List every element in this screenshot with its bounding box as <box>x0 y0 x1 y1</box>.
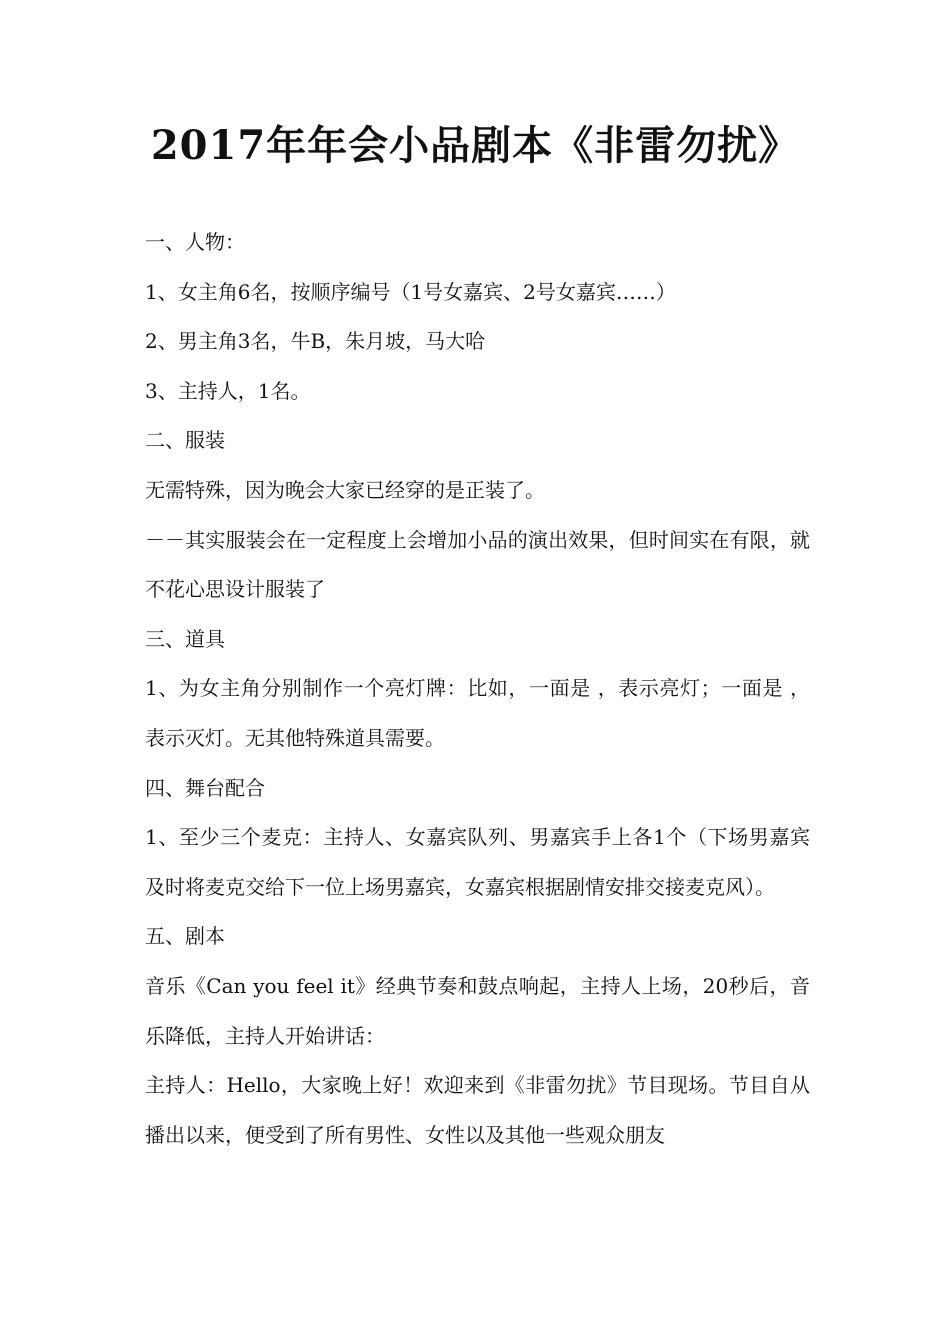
section-heading-characters: 一、人物： <box>145 230 245 254</box>
section-heading-script: 五、剧本 <box>145 924 225 949</box>
paragraph-host: 3、主持人，1名。 <box>145 378 311 403</box>
document-body <box>145 218 810 1160</box>
paragraph-props: 1、为女主角分别制作一个亮灯牌：比如，一面是 ，表示亮灯；一面是 ，表示灭灯。无其他特殊道具需要。 <box>145 676 810 750</box>
document-title: 2017年年会小品剧本《非雷勿扰》 <box>150 122 800 169</box>
paragraph-host-dialogue: 主持人：Hello，大家晚上好！欢迎来到《非雷勿扰》节目现场。节目自从播出以来，便受到了所有男性、女性以及其他一些观众朋友 <box>145 1073 810 1147</box>
paragraph-microphones: 1、至少三个麦克：主持人、女嘉宾队列、男嘉宾手上各1个（下场男嘉宾及时将麦克交给下一位上场男嘉宾，女嘉宾根据剧情安排交接麦克风）。 <box>145 825 810 899</box>
paragraph-female-leads: 1、女主角6名，按顺序编号（1号女嘉宾、2号女嘉宾……） <box>145 279 676 304</box>
paragraph-music-intro: 音乐《Can you feel it》经典节奏和鼓点响起，主持人上场，20秒后，音乐降低，主持人开始讲话： <box>145 973 810 1048</box>
paragraph-costume-note: 无需特殊，因为晚会大家已经穿的是正装了。 <box>145 477 545 502</box>
section-heading-costume: 二、服装 <box>145 428 225 453</box>
section-heading-props: 三、道具 <box>145 626 225 651</box>
section-heading-stage: 四、舞台配合 <box>145 775 265 800</box>
paragraph-male-leads: 2、男主角3名，牛B，朱月坡，马大哈 <box>145 329 486 354</box>
paragraph-costume-detail: －－其实服装会在一定程度上会增加小品的演出效果，但时间实在有限，就不花心思设计服装了 <box>145 527 810 602</box>
